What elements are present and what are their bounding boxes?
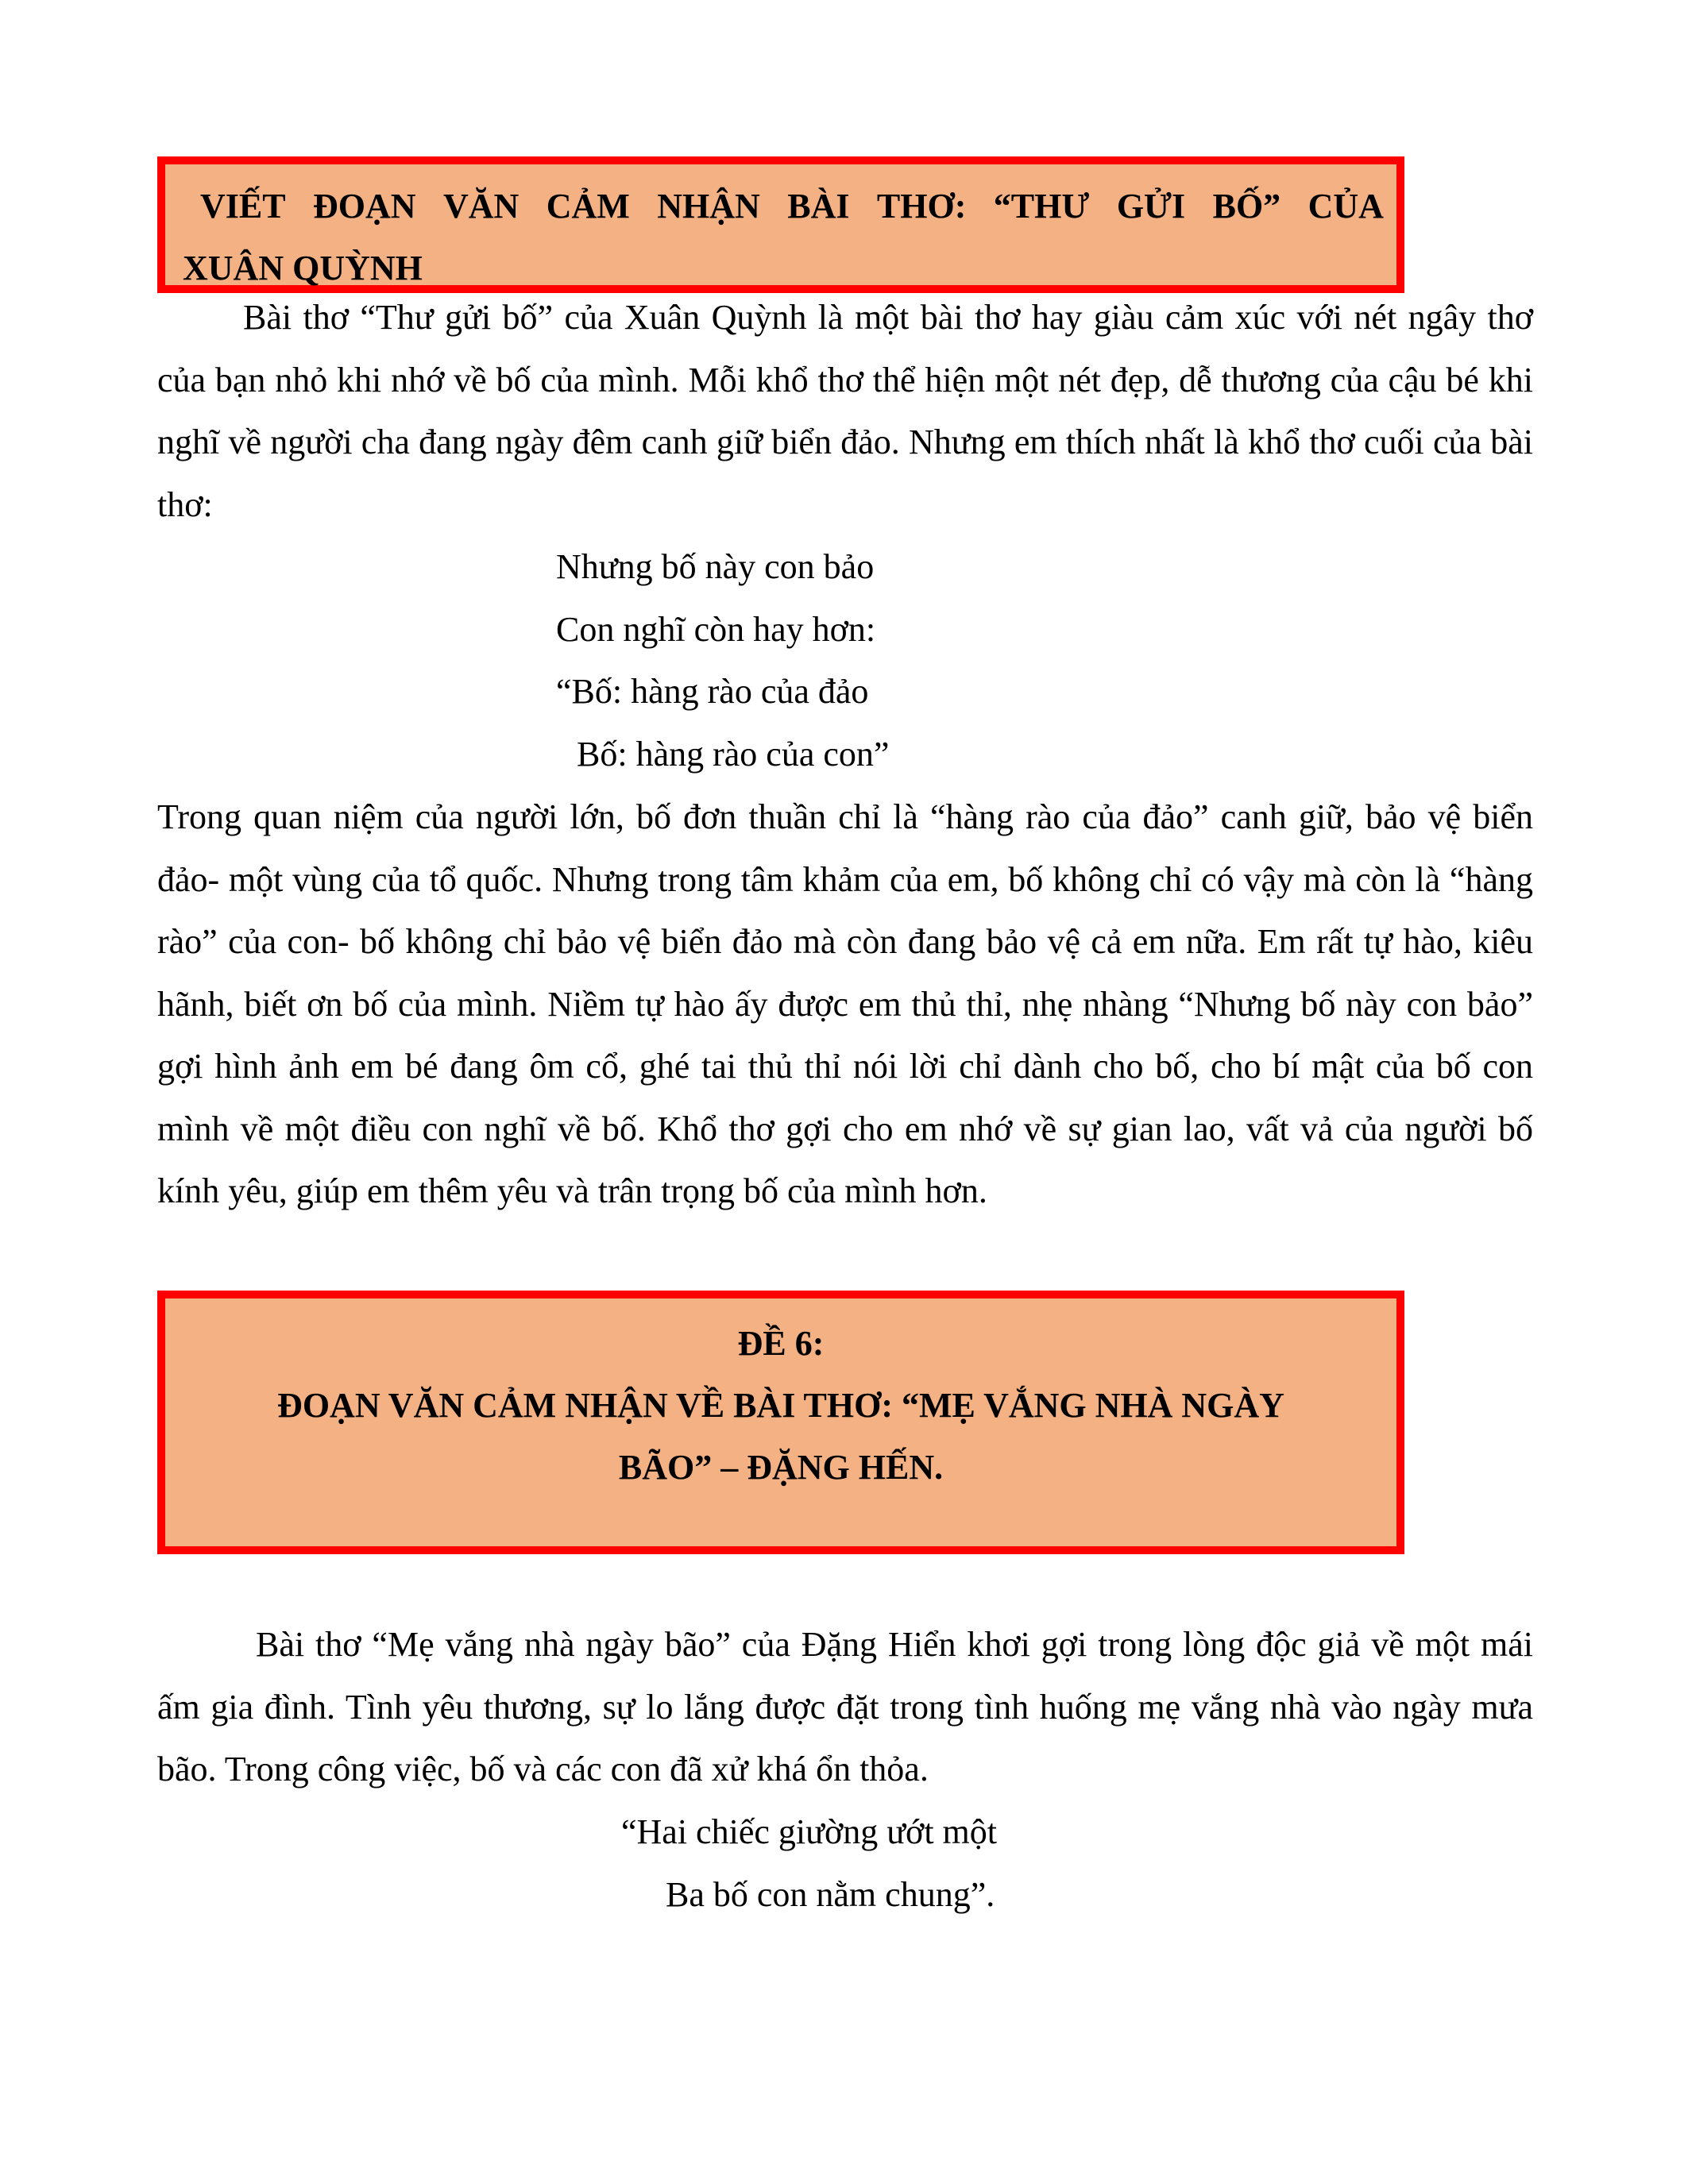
section1-verse-line-1: Nhưng bố này con bảo — [556, 547, 875, 586]
title-word: BÀI — [787, 187, 850, 226]
title-word: ĐOẠN — [313, 187, 416, 226]
section2-verse-line-2: Ba bố con nằm chung”. — [666, 1875, 995, 1914]
title-word: “THƯ — [993, 187, 1090, 226]
section2-verse-line-1: “Hai chiếc giường ướt một — [621, 1812, 997, 1851]
section1-title-box — [157, 156, 1404, 293]
section1-intro-text: Bài thơ “Thư gửi bố” của Xuân Quỳnh là một bài thơ hay giàu cảm xúc với nét ngây thơ của bạn nhỏ khi nhớ về bố của mình. Mỗi khổ thơ thể hiện một nét đẹp, dễ thương của cậu bé khi nghĩ về người cha đang ngày đêm canh giữ biển đảo. Nhưng em thích nhất là khổ thơ cuối của bài thơ: — [157, 298, 1533, 524]
section2-title-line2: BÃO” – ĐẶNG HẾN. — [618, 1448, 944, 1487]
section1-verse-line-4: Bố: hàng rào của con” — [577, 735, 890, 774]
title-word: NHẬN — [657, 187, 760, 226]
section2-heading: ĐỀ 6: — [737, 1324, 825, 1363]
title-word: CẢM — [546, 187, 630, 226]
title-word: CỦA — [1308, 187, 1384, 226]
title-word: THƠ: — [876, 187, 967, 226]
section1-title-line1 — [183, 176, 1384, 237]
section2-title-box — [157, 1291, 1404, 1554]
section1-verse-line-2: Con nghĩ còn hay hơn: — [556, 610, 876, 649]
title-word: GỬI — [1116, 187, 1186, 226]
section1-intro-paragraph — [157, 287, 1533, 536]
section2-intro-text: Bài thơ “Mẹ vắng nhà ngày bão” của Đặng Hiển khơi gợi trong lòng độc giả về một mái ấm gia đình. Tình yêu thương, sự lo lắng được đặt trong tình huống mẹ vắng nhà vào ngày mưa bão. Trong công việc, bố và các con đã xử khá ổn thỏa. — [157, 1625, 1533, 1788]
title-word: VIẾT — [200, 187, 286, 226]
section2-intro-paragraph — [157, 1614, 1533, 1801]
section1-verse-line-3: “Bố: hàng rào của đảo — [556, 672, 869, 711]
section1-title-line2: XUÂN QUỲNH — [183, 249, 423, 287]
section1-analysis-paragraph: Trong quan niệm của người lớn, bố đơn thuần chỉ là “hàng rào của đảo” canh giữ, bảo vệ biển đảo- một vùng của tổ quốc. Nhưng trong tâm khảm của em, bố không chỉ có vậy mà còn là “hàng rào” của con- bố không chỉ bảo vệ biển đảo mà còn đang bảo vệ cả em nữa. Em rất tự hào, kiêu hãnh, biết ơn bố của mình. Niềm tự hào ấy được em thủ thỉ, nhẹ nhàng “Nhưng bố này con bảo” gợi hình ảnh em bé đang ôm cổ, ghé tai thủ thỉ nói lời chỉ dành cho bố, cho bí mật của bố con mình về một điều con nghĩ về bố. Khổ thơ gợi cho em nhớ về sự gian lao, vất vả của người bố kính yêu, giúp em thêm yêu và trân trọng bố của mình hơn. — [157, 797, 1533, 1210]
title-word: BỐ” — [1212, 187, 1281, 226]
title-word: VĂN — [443, 187, 520, 226]
section2-title-line1: ĐOẠN VĂN CẢM NHẬN VỀ BÀI THƠ: “MẸ VẮNG NHÀ NGÀY — [277, 1386, 1284, 1425]
